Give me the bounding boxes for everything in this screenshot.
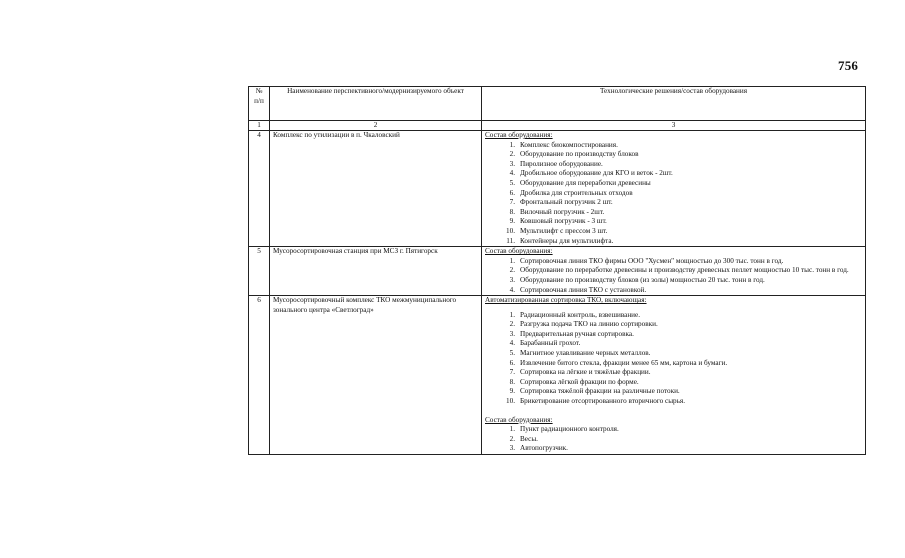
item-text: Брикетирование отсортированного вторичного сырья. [520, 397, 686, 406]
item-text: Сортировка на лёгкие и тяжёлые фракции. [520, 368, 651, 377]
item-number: 3. [509, 159, 515, 168]
section-title: Состав оборудования: [485, 131, 553, 139]
item-text: Оборудование по производству блоков [520, 150, 639, 159]
item-number: 8. [509, 207, 515, 216]
list-item [485, 227, 862, 237]
column-number: 1 [249, 121, 270, 131]
item-text: Вилочный погрузчик - 2шт. [520, 207, 605, 216]
item-number: 6. [509, 188, 515, 197]
item-text: Ковшовый погрузчик - 3 шт. [520, 217, 607, 226]
item-number: 1. [509, 310, 515, 319]
tech-cell [482, 296, 866, 455]
header-tech: Технологические решения/состав оборудования [482, 87, 866, 121]
header-name: Наименование перспективного/модернизируемого объект [270, 87, 482, 121]
item-number: 4. [509, 339, 515, 348]
item-number: 3. [509, 444, 515, 453]
list-item [485, 425, 862, 435]
section-title: Состав оборудования: [485, 247, 553, 256]
item-text: Дробильное оборудование для КГО и веток - 2шт. [520, 169, 673, 178]
list-item [485, 311, 862, 321]
item-number: 8. [509, 377, 515, 386]
list-item [485, 179, 862, 189]
item-number: 7. [509, 198, 515, 207]
item-text: Автопогрузчик. [520, 444, 568, 453]
item-number: 6. [509, 358, 515, 367]
list-item [485, 141, 862, 151]
list-item [485, 266, 862, 276]
list-item [485, 217, 862, 227]
list-item [485, 359, 862, 369]
item-number: 5. [509, 178, 515, 187]
item-text: Пункт радиационного контроля. [520, 425, 619, 434]
header-no: № п/п [249, 87, 270, 121]
equipment-table [248, 86, 866, 455]
item-number: 11. [506, 236, 515, 245]
table-header-row [249, 87, 866, 121]
item-text: Сортировочная линия ТКО фирмы ООО "Хусмен" мощностью до 300 тыс. тонн в год. [520, 256, 784, 265]
tech-cell [482, 131, 866, 247]
item-text: Оборудование по переработке древесины и производству древесных пеллет мощностью 10 тыс. тонн в год. [520, 266, 849, 275]
list-item [485, 378, 862, 388]
item-number: 2. [509, 150, 515, 159]
list-item [485, 276, 862, 286]
item-text: Разгрузка подача ТКО на линию сортировки. [520, 320, 658, 329]
equipment-list [485, 425, 862, 454]
item-number: 3. [509, 275, 515, 284]
column-number: 3 [482, 121, 866, 131]
object-name: Мусоросортировочный комплекс ТКО межмуниципального зонального центра «Светлоград» [270, 296, 482, 455]
item-number: 3. [509, 329, 515, 338]
list-item [485, 387, 862, 397]
item-number: 9. [509, 217, 515, 226]
item-text: Оборудование по производству блоков (из золы) мощностью 20 тыс. тонн в год. [520, 275, 765, 284]
list-item [485, 208, 862, 218]
item-text: Сортировка тяжёлой фракции на различные потоки. [520, 387, 680, 396]
table-row [249, 131, 866, 247]
item-text: Фронтальный погрузчик 2 шт. [520, 198, 613, 207]
tech-cell [482, 247, 866, 296]
item-number: 5. [509, 349, 515, 358]
item-text: Контейнеры для мультилифта. [520, 236, 614, 245]
item-number: 10. [506, 226, 515, 235]
item-number: 7. [509, 368, 515, 377]
list-item [485, 435, 862, 445]
item-number: 9. [509, 387, 515, 396]
section-title: Автоматизированная сортировка ТКО, включающая: [485, 296, 647, 305]
item-text: Сортировка лёгкой фракции по форме. [520, 377, 639, 386]
list-item [485, 368, 862, 378]
item-number: 1. [509, 140, 515, 149]
item-text: Комплекс биокомпостирования. [520, 140, 618, 149]
table-row [249, 247, 866, 296]
item-number: 2. [509, 434, 515, 443]
list-item [485, 150, 862, 160]
list-item [485, 339, 862, 349]
list-item [485, 237, 862, 247]
item-text: Весы. [520, 434, 538, 443]
item-number: 1. [509, 256, 515, 265]
list-item [485, 349, 862, 359]
list-item [485, 320, 862, 330]
item-text: Сортировочная линия ТКО с установкой. [520, 285, 647, 294]
row-number: 4 [249, 131, 270, 247]
list-item [485, 189, 862, 199]
item-text: Мультилифт с прессом 3 шт. [520, 226, 608, 235]
item-text: Радиационный контроль, взвешивание. [520, 310, 641, 319]
equipment-list [485, 257, 862, 295]
item-number: 4. [509, 285, 515, 294]
item-text: Барабанный грохот. [520, 339, 581, 348]
list-item [485, 257, 862, 267]
list-item [485, 397, 862, 407]
list-item [485, 330, 862, 340]
item-number: 4. [509, 169, 515, 178]
list-item [485, 169, 862, 179]
item-text: Магнитное улавливание черных металлов. [520, 349, 651, 358]
column-number: 2 [270, 121, 482, 131]
item-text: Дробилка для строительных отходов [520, 188, 633, 197]
process-list [485, 311, 862, 407]
item-text: Пиролизное оборудование. [520, 159, 603, 168]
object-name: Мусоросортировочная станция при МСЗ г. Пятигорск [270, 247, 482, 296]
item-number: 2. [509, 266, 515, 275]
list-item [485, 286, 862, 296]
item-number: 1. [509, 425, 515, 434]
list-item [485, 160, 862, 170]
equipment-list [485, 141, 862, 247]
item-number: 10. [506, 397, 515, 406]
list-item [485, 198, 862, 208]
page-number: 756 [838, 58, 859, 73]
list-item [485, 444, 862, 454]
row-number: 5 [249, 247, 270, 296]
item-text: Извлечение битого стекла, фракции менее 65 мм, картона и бумаги. [520, 358, 728, 367]
item-text: Оборудование для переработки древесины [520, 178, 651, 187]
row-number: 6 [249, 296, 270, 455]
section-title: Состав оборудования: [485, 415, 553, 424]
item-text: Предварительная ручная сортировка. [520, 329, 634, 338]
object-name: Комплекс по утилизации в п. Чкаловский [270, 131, 482, 247]
item-number: 2. [509, 320, 515, 329]
table-row [249, 296, 866, 455]
column-numbers-row [249, 121, 866, 131]
